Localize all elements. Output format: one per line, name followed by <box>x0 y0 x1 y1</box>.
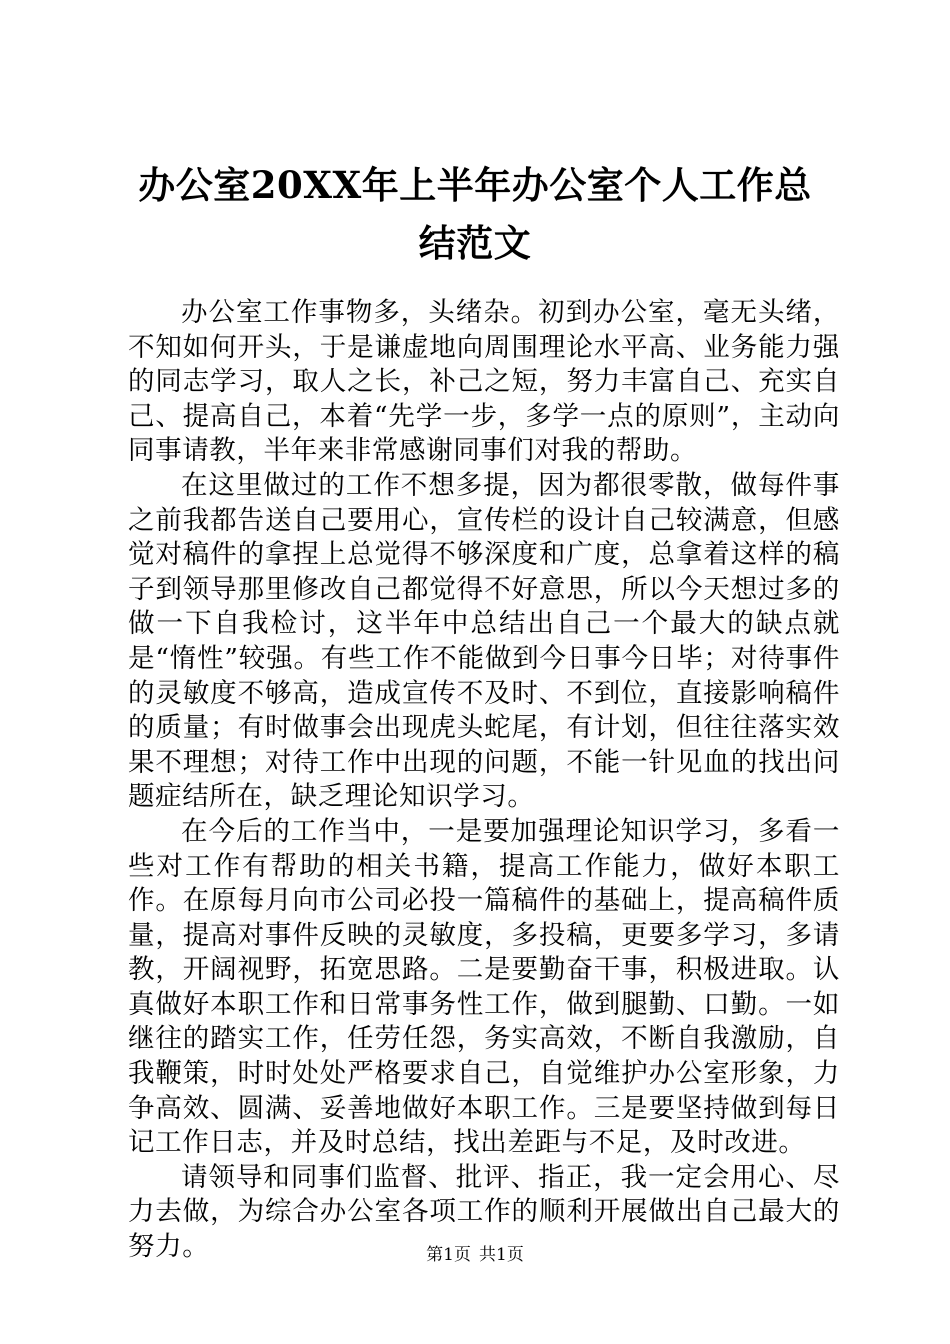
paragraph-3: 在今后的工作当中，一是要加强理论知识学习，多看一些对工作有帮助的相关书籍，提高工作能力，做好本职工作。在原每月向市公司必投一篇稿件的基础上，提高稿件质量，提高对事件反映的灵敏度，多投稿，更要多学习，多请教，开阔视野，拓宽思路。二是要勤奋干事，积极进取。认真做好本职工作和日常事务性工作，做到腿勤、口勤。一如继往的踏实工作，任劳任怨，务实高效，不断自我激励，自我鞭策，时时处处严格要求自己，自觉维护办公室形象，力争高效、圆满、妥善地做好本职工作。三是要坚持做到每日记工作日志，并及时总结，找出差距与不足，及时改进。 <box>128 815 840 1159</box>
page-number: 第1页 <box>426 1245 471 1265</box>
page-total: 共1页 <box>479 1245 524 1265</box>
page-footer <box>0 1244 950 1266</box>
paragraph-1: 办公室工作事物多，头绪杂。初到办公室，毫无头绪，不知如何开头，于是谦虚地向周围理论水平高、业务能力强的同志学习，取人之长，补己之短，努力丰富自己、充实自己、提高自己，本着“先学一步，多学一点的原则”，主动向同事请教，半年来非常感谢同事们对我的帮助。 <box>128 297 840 467</box>
document-title: 办公室20XX年上半年办公室个人工作总结范文 <box>138 163 812 265</box>
paragraph-4: 请领导和同事们监督、批评、指正，我一定会用心、尽力去做，为综合办公室各项工作的顺利开展做出自己最大的努力。 <box>128 1161 840 1263</box>
document-body <box>128 296 840 1265</box>
paragraph-2: 在这里做过的工作不想多提，因为都很零散，做每件事之前我都告送自己要用心，宣传栏的设计自己较满意，但感觉对稿件的拿捏上总觉得不够深度和广度，总拿着这样的稿子到领导那里修改自己都觉得不好意思，所以今天想过多的做一下自我检讨，这半年中总结出自己一个最大的缺点就是“惰性”较强。有些工作不能做到今日事今日毕；对待事件的灵敏度不够高，造成宣传不及时、不到位，直接影响稿件的质量；有时做事会出现虎头蛇尾，有计划，但往往落实效果不理想；对待工作中出现的问题，不能一针见血的找出问题症结所在，缺乏理论知识学习。 <box>128 469 840 813</box>
